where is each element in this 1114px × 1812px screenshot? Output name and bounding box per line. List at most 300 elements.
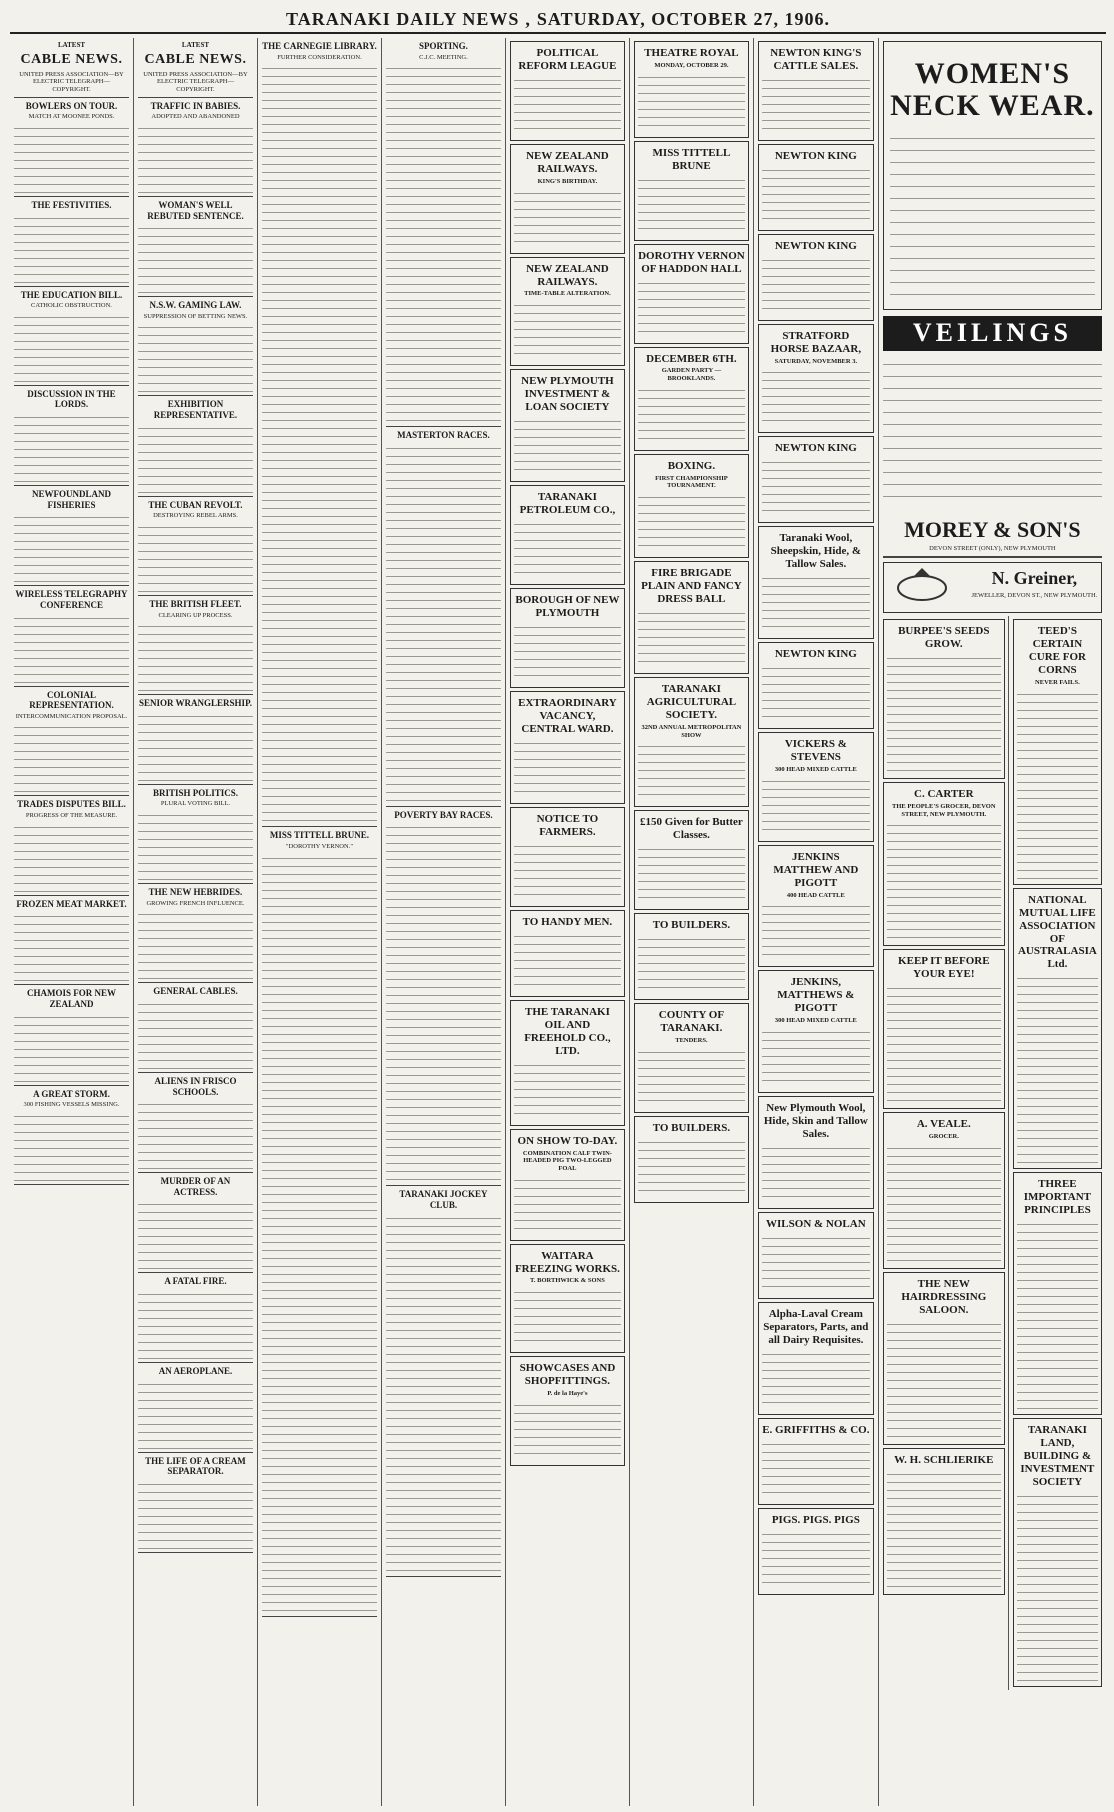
- col1-section-body: [14, 1111, 129, 1181]
- col7-ad-title: Taranaki Wool, Sheepskin, Hide, & Tallow Sales.: [770, 532, 862, 571]
- col8-ad: [883, 1272, 1005, 1445]
- col5-ad-body: [514, 188, 621, 248]
- col2-section-head: A FATAL FIRE.: [164, 1276, 227, 1287]
- col7-ad-body: [762, 1027, 870, 1087]
- col2-section-sub: GROWING FRENCH INFLUENCE.: [146, 899, 245, 907]
- col7-ad-title: JENKINS, MATTHEWS & PIGOTT: [777, 976, 855, 1015]
- col2-section-body: [138, 123, 253, 193]
- col2-section-rule: [138, 982, 253, 983]
- col6-ad-body: [638, 278, 745, 338]
- col6-ad: [634, 347, 749, 451]
- col6-ad-body: [638, 1047, 745, 1107]
- col8-ad-title: BURPEE'S SEEDS GROW.: [898, 625, 990, 651]
- col2-section-body: [138, 909, 253, 979]
- morey-sons-address: DEVON STREET (ONLY), NEW PLYMOUTH: [929, 544, 1056, 552]
- col2-section-body: [138, 223, 253, 293]
- col1-section-rule: [14, 196, 129, 197]
- col7-ad-title: New Plymouth Wool, Hide, Skin and Tallow Sales.: [763, 1102, 868, 1140]
- col7-ad: [758, 1096, 874, 1209]
- col8-ads-list: [883, 619, 1005, 1595]
- col5-ad: [510, 1000, 625, 1126]
- col4-sections: [386, 41, 501, 1577]
- col8-ad: [883, 949, 1005, 1109]
- col5-ad: [510, 588, 625, 688]
- col7-ad-title: Alpha-Laval Cream Separators, Parts, and all Dairy Requisites.: [763, 1307, 869, 1346]
- column-cable-news-2: [134, 38, 258, 1806]
- col9-ad-title: TARANAKI LAND, BUILDING & INVESTMENT SOCIETY: [1020, 1424, 1095, 1489]
- col2-section-rule: [138, 395, 253, 396]
- col6-ad-title: MISS TITTELL BRUNE: [652, 146, 731, 172]
- col4-section-head: SPORTING.: [418, 41, 468, 51]
- col2-section-rule: [138, 784, 253, 785]
- neckwear-body: [890, 131, 1095, 301]
- col6-ad-title: COUNTY OF TARANAKI.: [658, 1009, 725, 1035]
- col6-ad-title: DECEMBER 6TH.: [646, 352, 737, 365]
- ads-lower-split: [883, 616, 1102, 1690]
- col8-ad: [883, 1448, 1005, 1595]
- col6-ad-title: THEATRE ROYAL: [644, 47, 739, 59]
- column-cable-news-1: [10, 38, 134, 1806]
- col7-ad-sub: 300 HEAD MIXED CATTLE: [774, 766, 857, 774]
- col7-ad-title: PIGS. PIGS. PIGS: [771, 1513, 860, 1526]
- col6-ad: [634, 41, 749, 138]
- col2-section-body: [138, 1199, 253, 1269]
- col6-ad: [634, 141, 749, 241]
- col5-ad-title: NEW PLYMOUTH INVESTMENT & LOAN SOCIETY: [521, 375, 614, 414]
- col8-ad-body: [887, 1319, 1001, 1439]
- col1-section-head: THE EDUCATION BILL.: [20, 289, 123, 300]
- col1-section-sub: INTERCOMMUNICATION PROPOSAL.: [15, 712, 128, 720]
- col2-section-rule: [138, 1362, 253, 1363]
- col7-ad-body: [762, 75, 870, 135]
- col1-section-rule: [14, 1184, 129, 1185]
- col1-section-rule: [14, 795, 129, 796]
- col2-section-rule: [138, 883, 253, 884]
- col4-section-body: [386, 822, 501, 1182]
- col5-ad-title: POLITICAL REFORM LEAGUE: [518, 47, 617, 72]
- col5-ad-sub: KING'S BIRTHDAY.: [537, 177, 598, 185]
- col7-ad: [758, 1212, 874, 1299]
- col2-section-head: EXHIBITION REPRESENTATIVE.: [153, 399, 238, 421]
- col1-section-head: COLONIAL REPRESENTATION.: [29, 689, 114, 711]
- col6-ad: [634, 561, 749, 674]
- col7-ad-body: [762, 165, 870, 225]
- col5-ad-sub: COMBINATION CALF TWIN-HEADED PIG TWO-LEGGED FOAL: [522, 1149, 612, 1172]
- greiner-left: [887, 566, 967, 609]
- col9-ad-sub: NEVER FAILS.: [1035, 678, 1080, 686]
- col7-ad: [758, 732, 874, 842]
- col2-section-sub: DESTROYING REBEL ARMS.: [153, 512, 238, 520]
- col7-ad: [758, 642, 874, 729]
- col4-section-body: [386, 63, 501, 423]
- col3-section-sub: FURTHER CONSIDERATION.: [277, 53, 362, 61]
- col2-section-body: [138, 1379, 253, 1449]
- col8-ad-sub: THE PEOPLE'S GROCER, DEVON STREET, NEW PLYMOUTH.: [892, 802, 996, 818]
- col7-ad-title: WILSON & NOLAN: [766, 1217, 866, 1230]
- col6-ad: [634, 913, 749, 1000]
- col2-kicker: LATEST: [181, 41, 210, 49]
- col5-ad-title: ON SHOW TO-DAY.: [517, 1134, 618, 1147]
- col2-sections: [138, 101, 253, 1553]
- col1-section-head: TRADES DISPUTES BILL.: [17, 799, 126, 810]
- col2-section-body: [138, 1099, 253, 1169]
- col7-ad-title: VICKERS & STEVENS: [784, 738, 847, 764]
- col2-section-sub: PLURAL VOTING BILL.: [160, 800, 231, 808]
- col1-section-rule: [14, 1085, 129, 1086]
- column-carnegie-library: [258, 38, 382, 1806]
- col1-sections: [14, 101, 129, 1185]
- col2-section-head: N.S.W. GAMING LAW.: [149, 300, 242, 311]
- col6-ad-sub: TENDERS.: [675, 1037, 708, 1045]
- col4-section-head: MASTERTON RACES.: [397, 430, 490, 441]
- col3-section-head: THE CARNEGIE LIBRARY.: [262, 41, 377, 51]
- col2-section-body: [138, 522, 253, 592]
- veilings-banner: VEILINGS: [883, 316, 1102, 351]
- col1-section-head: THE FESTIVITIES.: [31, 200, 112, 210]
- col1-subtitle: UNITED PRESS ASSOCIATION—BY ELECTRIC TELEGRAPH—COPYRIGHT.: [19, 70, 124, 94]
- column-entertainments: [630, 38, 754, 1806]
- col5-ad-title: NEW ZEALAND RAILWAYS.: [526, 149, 609, 175]
- col6-ad: [634, 1003, 749, 1113]
- col4-section-head: TARANAKI JOCKEY CLUB.: [399, 1189, 488, 1211]
- newspaper-title: TARANAKI DAILY NEWS: [286, 8, 520, 29]
- col1-section-rule: [14, 286, 129, 287]
- col9-ads-list: [1013, 619, 1102, 1687]
- col1-section-body: [14, 213, 129, 283]
- col7-ad-body: [762, 255, 870, 315]
- col1-section-body: [14, 613, 129, 683]
- col9-ad-title: THREE IMPORTANT PRINCIPLES: [1023, 1178, 1092, 1217]
- col2-section-body: [138, 423, 253, 493]
- col7-ad-body: [762, 457, 870, 517]
- greiner-title: N. Greiner,: [991, 568, 1078, 589]
- col2-section-rule: [138, 1072, 253, 1073]
- col9-ad: [1013, 1418, 1102, 1687]
- col7-ad-sub: SATURDAY, NOVEMBER 3.: [774, 357, 858, 365]
- col7-ad-title: NEWTON KING: [774, 442, 857, 455]
- col5-ad: [510, 144, 625, 254]
- col6-ad-title: TO BUILDERS.: [652, 919, 731, 932]
- col7-ad: [758, 41, 874, 141]
- greiner-sub: JEWELLER, DEVON ST., NEW PLYMOUTH.: [971, 591, 1098, 599]
- col7-ad: [758, 526, 874, 639]
- col9-ad-title: NATIONAL MUTUAL LIFE ASSOCIATION OF AUSTRALASIA Ltd.: [1017, 893, 1097, 971]
- col2-section-body: [138, 999, 253, 1069]
- col2-section-head: AN AEROPLANE.: [158, 1366, 233, 1377]
- col3-section-sub: "DOROTHY VERNON.": [285, 842, 353, 850]
- col2-section-head: MURDER OF AN ACTRESS.: [160, 1176, 231, 1197]
- col7-ad-body: [762, 776, 870, 836]
- col1-section-rule: [14, 385, 129, 386]
- col2-section-body: [138, 711, 253, 781]
- col1-section-sub: PROGRESS OF THE MEASURE.: [25, 812, 118, 820]
- col9-ad-title: TEED'S CERTAIN CURE FOR CORNS: [1028, 625, 1086, 676]
- col1-title: CABLE NEWS.: [20, 52, 123, 68]
- column-stock-sales: [754, 38, 879, 1806]
- col5-ad: [510, 1356, 625, 1466]
- col7-ad-title: NEWTON KING'S CATTLE SALES.: [770, 47, 862, 72]
- col2-section-body: [138, 810, 253, 880]
- col7-ad-title: E. GRIFFITHS & CO.: [762, 1423, 870, 1436]
- col7-ad: [758, 324, 874, 434]
- col1-section-body: [14, 412, 129, 482]
- col4-section-rule: [386, 806, 501, 807]
- col5-ad-body: [514, 931, 621, 991]
- col1-section-sub: CATHOLIC OBSTRUCTION.: [31, 302, 112, 310]
- ads-lower-right: [1013, 616, 1102, 1690]
- col7-ad-body: [762, 573, 870, 633]
- col7-ad-title: NEWTON KING: [774, 149, 857, 162]
- col7-ad-sub: 400 HEAD CATTLE: [786, 891, 845, 899]
- col3-section-body: [262, 63, 377, 823]
- col4-section-body: [386, 443, 501, 803]
- col6-ad-title: £150 Given for Butter Classes.: [640, 816, 743, 842]
- col4-section-sub: C.J.C. MEETING.: [419, 53, 468, 61]
- col9-ad-body: [1017, 1491, 1098, 1681]
- col1-section-rule: [14, 895, 129, 896]
- col5-ad-title: BOROUGH OF NEW PLYMOUTH: [515, 593, 620, 619]
- col9-ad-body: [1017, 973, 1098, 1163]
- col5-ad-sub: TIME-TABLE ALTERATION.: [524, 290, 611, 298]
- col9-ad: [1013, 1172, 1102, 1415]
- col5-ad-title: THE TARANAKI OIL AND FREEHOLD CO., LTD.: [524, 1005, 611, 1057]
- col5-ad: [510, 369, 625, 482]
- col5-ad-body: [514, 1287, 621, 1347]
- col5-ad-body: [514, 75, 621, 135]
- col5-ad-body: [514, 738, 621, 798]
- col6-ad: [634, 677, 749, 807]
- col2-section-rule: [138, 496, 253, 497]
- womens-neckwear-title: WOMEN'S NECK WEAR.: [890, 57, 1095, 122]
- col1-section-rule: [14, 485, 129, 486]
- col1-section-rule: [14, 686, 129, 687]
- col6-ad-body: [638, 385, 745, 445]
- newspaper-date: SATURDAY, OCTOBER 27, 1906.: [536, 8, 830, 29]
- col7-ad-title: STRATFORD HORSE BAZAAR,: [770, 329, 862, 355]
- col7-ad-title: NEWTON KING: [774, 648, 857, 661]
- col4-section-head: POVERTY BAY RACES.: [394, 809, 493, 820]
- col5-ad-body: [514, 622, 621, 682]
- col9-ad-body: [1017, 689, 1098, 879]
- col2-section-head: SENIOR WRANGLERSHIP.: [138, 698, 252, 709]
- col2-section-head: THE CUBAN REVOLT.: [148, 499, 243, 510]
- col1-section-head: FROZEN MEAT MARKET.: [16, 898, 127, 909]
- col5-ad-body: [514, 416, 621, 476]
- col7-ad-body: [762, 901, 870, 961]
- col1-section-rule: [14, 984, 129, 985]
- col1-section-body: [14, 722, 129, 792]
- col8-ad: [883, 1112, 1005, 1269]
- col9-ad-body: [1017, 1219, 1098, 1409]
- col2-section-rule: [138, 1452, 253, 1453]
- col6-ad-sub: GARDEN PARTY — BROOKLANDS.: [661, 367, 722, 383]
- col5-ad: [510, 1129, 625, 1241]
- col7-ad: [758, 970, 874, 1093]
- col5-ad-body: [514, 1175, 621, 1235]
- col7-ad-body: [762, 367, 870, 427]
- col7-ad-sub: 300 HEAD MIXED CATTLE: [774, 1017, 857, 1025]
- ads-lower-left: [883, 616, 1009, 1690]
- col6-ads: [634, 41, 749, 1203]
- col2-section-head: BRITISH POLITICS.: [152, 787, 238, 798]
- col2-subtitle: UNITED PRESS ASSOCIATION—BY ELECTRIC TELEGRAPH—COPYRIGHT.: [143, 70, 248, 94]
- column-sporting: [382, 38, 506, 1806]
- col2-section-rule: [138, 1552, 253, 1553]
- col2-section-head: THE NEW HEBRIDES.: [148, 887, 243, 898]
- col7-ad-title: JENKINS MATTHEW AND PIGOTT: [773, 850, 859, 889]
- col6-ad-body: [638, 72, 745, 132]
- col1-section-head: DISCUSSION IN THE LORDS.: [27, 388, 116, 410]
- col5-ad: [510, 1244, 625, 1354]
- col6-ad-title: FIRE BRIGADE PLAIN AND FANCY DRESS BALL: [641, 567, 742, 605]
- col7-ad-body: [762, 1349, 870, 1409]
- col5-ad: [510, 257, 625, 367]
- col7-ad-body: [762, 663, 870, 723]
- col3-section-body: [262, 853, 377, 1613]
- col3-section-rule: [262, 826, 377, 827]
- col8-ad-sub: GROCER.: [928, 1133, 959, 1141]
- col2-section-body: [138, 621, 253, 691]
- col6-ad-title: BOXING.: [667, 459, 716, 472]
- col4-section-rule: [386, 1185, 501, 1186]
- col8-ad-title: W. H. SCHLIERIKE: [894, 1453, 994, 1466]
- col7-ad: [758, 845, 874, 968]
- col7-ad: [758, 1508, 874, 1595]
- col5-ad-sub: P. de la Haye's: [547, 1390, 588, 1398]
- col6-ad: [634, 1116, 749, 1203]
- col6-ad-sub: 32ND ANNUAL METROPOLITAN SHOW: [641, 723, 742, 739]
- col7-ad-body: [762, 1143, 870, 1203]
- col2-section-rule: [138, 1272, 253, 1273]
- col2-section-sub: SUPPRESSION OF BETTING NEWS.: [143, 312, 248, 320]
- col2-section-head: ALIENS IN FRISCO SCHOOLS.: [154, 1075, 237, 1097]
- col8-ad: [883, 782, 1005, 946]
- ring-icon: [887, 566, 957, 606]
- col5-ad: [510, 485, 625, 585]
- col3-section-rule: [262, 1616, 377, 1617]
- col6-ad-body: [638, 1137, 745, 1197]
- col5-ad: [510, 41, 625, 141]
- col1-section-body: [14, 312, 129, 382]
- col6-ad-body: [638, 608, 745, 668]
- col9-ad: [1013, 619, 1102, 885]
- col8-ad-title: THE NEW HAIRDRESSING SALOON.: [901, 1277, 987, 1316]
- col1-kicker: LATEST: [57, 41, 86, 49]
- col8-ad-body: [887, 653, 1001, 773]
- col6-ad: [634, 810, 749, 910]
- col6-ad-title: TARANAKI AGRICULTURAL SOCIETY.: [646, 682, 737, 721]
- col5-ad-body: [514, 1400, 621, 1460]
- col8-ad-title: A. VEALE.: [916, 1118, 971, 1131]
- col2-section-head: THE LIFE OF A CREAM SEPARATOR.: [145, 1455, 246, 1477]
- col1-section-head: WIRELESS TELEGRAPHY CONFERENCE: [15, 589, 128, 610]
- col6-ad-sub: FIRST CHAMPIONSHIP TOURNAMENT.: [655, 474, 728, 490]
- col3-sections: [262, 41, 377, 1617]
- col5-ad: [510, 807, 625, 907]
- col9-ad: [1013, 888, 1102, 1170]
- col7-ad: [758, 234, 874, 321]
- col1-section-body: [14, 911, 129, 981]
- greiner-ad: [883, 562, 1102, 613]
- col5-ad-title: SHOWCASES AND SHOPFITTINGS.: [519, 1362, 616, 1388]
- col2-section-rule: [138, 196, 253, 197]
- col6-ad-body: [638, 844, 745, 904]
- col8-ad-body: [887, 1143, 1001, 1263]
- col5-ad-body: [514, 841, 621, 901]
- col1-section-head: BOWLERS ON TOUR.: [25, 100, 118, 111]
- col5-ad-title: TARANAKI PETROLEUM CO.,: [519, 491, 616, 516]
- col7-ad: [758, 1302, 874, 1415]
- col1-section-head: NEWFOUNDLAND FISHERIES: [31, 489, 111, 510]
- col8-ad-body: [887, 820, 1001, 940]
- col6-ad-title: DOROTHY VERNON OF HADDON HALL: [638, 249, 745, 275]
- col7-ad-body: [762, 1529, 870, 1589]
- col7-ad-title: NEWTON KING: [774, 239, 857, 252]
- col5-ad: [510, 691, 625, 804]
- col8-ad-body: [887, 983, 1001, 1103]
- col6-ad-body: [638, 741, 745, 801]
- col1-section-body: [14, 123, 129, 193]
- col1-section-rule: [14, 585, 129, 586]
- col2-section-head: WOMAN'S WELL REBUTED SENTENCE.: [147, 200, 244, 221]
- col2-section-sub: CLEARING UP PROCESS.: [158, 611, 233, 619]
- col8-ad-body: [887, 1469, 1001, 1589]
- col8-ad: [883, 619, 1005, 779]
- col4-section-rule: [386, 426, 501, 427]
- col5-ad: [510, 910, 625, 997]
- column-notices: [506, 38, 630, 1806]
- masthead: TARANAKI DAILY NEWS , SATURDAY, OCTOBER 27, 1906.: [10, 6, 1106, 34]
- col2-section-head: THE BRITISH FLEET.: [149, 598, 242, 609]
- col1-section-body: [14, 512, 129, 582]
- col5-ad-title: WAITARA FREEZING WORKS.: [514, 1249, 620, 1275]
- col7-ad: [758, 436, 874, 523]
- col2-section-head: GENERAL CABLES.: [153, 986, 238, 997]
- col2-section-rule: [138, 595, 253, 596]
- col1-section-head: CHAMOIS FOR NEW ZEALAND: [26, 988, 116, 1009]
- col6-ad-title: TO BUILDERS.: [652, 1121, 731, 1134]
- col6-ad-body: [638, 934, 745, 994]
- col7-ads: [758, 41, 874, 1595]
- col2-section-sub: ADOPTED AND ABANDONED: [151, 113, 240, 121]
- col7-ad-body: [762, 1233, 870, 1293]
- column-advertisements: [879, 38, 1106, 1806]
- veilings-body: [883, 357, 1102, 507]
- col2-section-rule: [138, 296, 253, 297]
- col6-ad-body: [638, 175, 745, 235]
- col8-ad-title: KEEP IT BEFORE YOUR EYE!: [898, 955, 990, 981]
- col1-section-sub: MATCH AT MOONEE PONDS.: [28, 113, 115, 121]
- womens-neckwear-ad: [883, 41, 1102, 310]
- col2-section-body: [138, 1479, 253, 1549]
- col1-section-head: A GREAT STORM.: [33, 1088, 110, 1099]
- col2-section-head: TRAFFIC IN BABIES.: [150, 100, 241, 111]
- col4-section-rule: [386, 1576, 501, 1577]
- col6-ad: [634, 454, 749, 558]
- col3-section-head: MISS TITTELL BRUNE.: [269, 830, 370, 841]
- col5-ad-title: NEW ZEALAND RAILWAYS.: [526, 262, 609, 288]
- col6-ad-sub: MONDAY, OCTOBER 29.: [654, 61, 729, 69]
- col5-ad-body: [514, 519, 621, 579]
- col5-ad-title: TO HANDY MEN.: [522, 915, 613, 928]
- col2-title: CABLE NEWS.: [144, 52, 247, 68]
- col1-section-body: [14, 822, 129, 892]
- col2-section-rule: [138, 1172, 253, 1173]
- col4-section-body: [386, 1213, 501, 1573]
- col2-section-rule: [138, 694, 253, 695]
- col7-ad: [758, 144, 874, 231]
- col5-ad-title: EXTRAORDINARY VACANCY, CENTRAL WARD.: [518, 696, 617, 735]
